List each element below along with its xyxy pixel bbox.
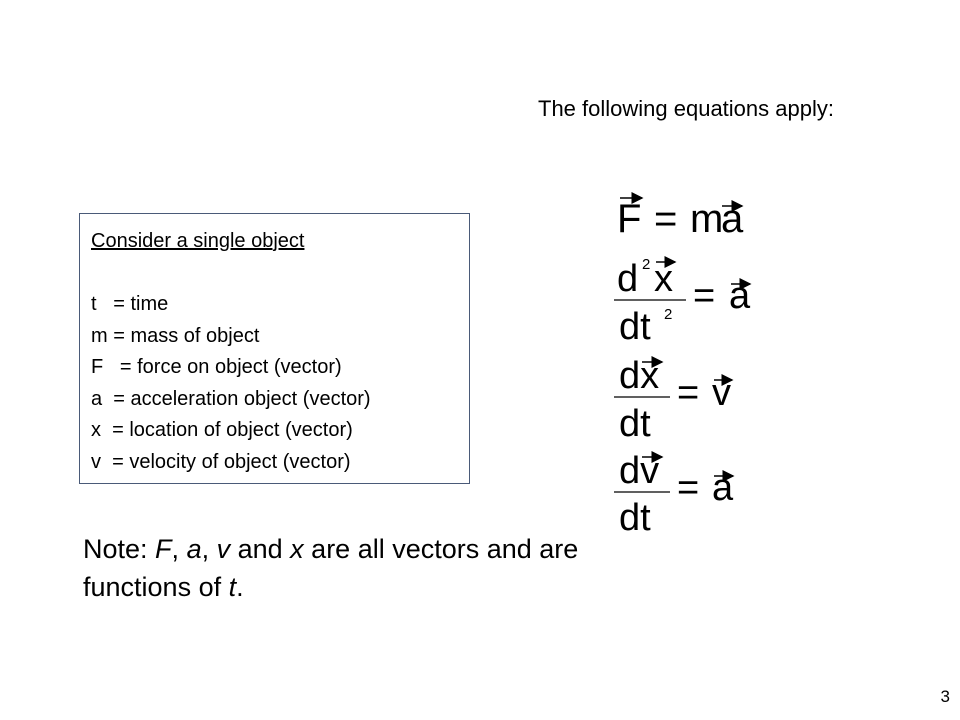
- svg-text:d: d: [617, 258, 639, 300]
- svg-text:a: a: [729, 275, 751, 317]
- svg-text:=: =: [654, 197, 678, 241]
- svg-text:2: 2: [642, 256, 651, 273]
- note-text: Note: F, a, v and x are all vectors and are functions of t.: [83, 534, 579, 602]
- equation-acceleration: [614, 450, 734, 539]
- svg-text:dx: dx: [619, 355, 660, 397]
- svg-text:=: =: [677, 372, 700, 414]
- equation-velocity: [614, 355, 732, 445]
- equation-acceleration-second-derivative: [614, 256, 751, 348]
- equation-newton-second-law: [617, 197, 744, 241]
- svg-text:=: =: [677, 467, 700, 509]
- svg-text:F: F: [617, 197, 642, 241]
- definition-line: x = location of object (vector): [91, 419, 353, 441]
- svg-text:dt: dt: [619, 403, 651, 445]
- svg-text:dt: dt: [619, 306, 651, 348]
- definition-line: a = acceleration object (vector): [91, 387, 371, 410]
- definition-line: F = force on object (vector): [91, 356, 342, 378]
- svg-text:v: v: [712, 372, 731, 414]
- intro-text: The following equations apply:: [538, 96, 834, 121]
- definitions-box: [79, 213, 470, 484]
- definition-line: t = time: [91, 293, 169, 315]
- definitions-heading: Consider a single object: [91, 230, 305, 252]
- svg-text:a: a: [712, 467, 734, 509]
- slide-number: 3: [940, 687, 950, 706]
- svg-text:a: a: [721, 197, 744, 241]
- svg-text:=: =: [693, 275, 716, 317]
- svg-text:2: 2: [664, 306, 673, 323]
- equations-block: [600, 180, 850, 540]
- definition-line: v = velocity of object (vector): [91, 450, 351, 473]
- svg-text:m: m: [690, 197, 724, 241]
- svg-text:dt: dt: [619, 497, 651, 539]
- svg-text:dv: dv: [619, 450, 660, 492]
- svg-text:x: x: [654, 258, 673, 300]
- definition-line: m = mass of object: [91, 324, 260, 347]
